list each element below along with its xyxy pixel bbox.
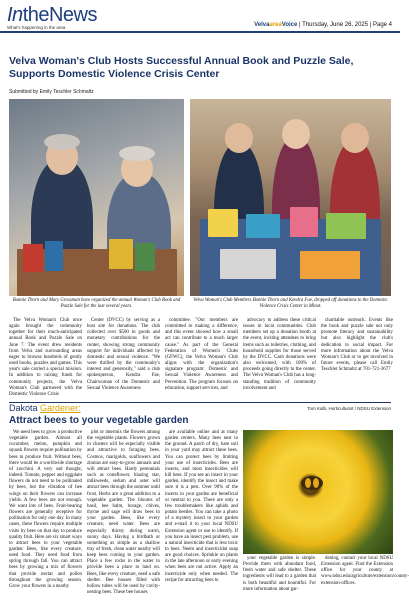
tagline: What's happening in the area — [7, 25, 66, 30]
photo-donations-delivered — [190, 99, 391, 296]
publication-name-voice: Voice — [281, 22, 298, 28]
article-headline: Velva Woman's Club Hosts Successful Annual Book and Puzzle Sale, Supports Domestic Violence Crisis Center — [9, 55, 354, 80]
publication-info — [254, 22, 392, 28]
article-column-5: charitable outreach. Events like the book and puzzle sale not only promote literacy and sustainability but also highlight the club's dedication to social impact. For more information about the Velva Woman's Club or to get involved in future events, please call Emily Teschler Schmaltz at 701-721-3677 — [321, 318, 393, 373]
photo-caption-donations: Velva Woman's Club Members Bonnie Thorn and Kendra Fae, dropped off donations to the Domestic Violence Crisis Center in Minot. — [193, 298, 388, 309]
garden-column-1: We need bees to grow a productive vegetable garden. Almost all cucumber, melon, pumpkin and squash flowers require pollination by bees to produce fruit. Without bees, there would be a worldwide shortage of zucchini. A very sad thought, indeed. Tomato, pepper and eggplant flowers do not need to be pollinated by bees, but the vibration of bee wings on their flowers can increase yields. A few bees are not enough. We want lots of bees. Fruit-bearing flowers are generally receptive for pollination for only one day. In many cases, these flowers require multiple visits by bees on that day to produce quality fruit. Here are six smart ways to attract bees to your vegetable garden: Bees, like every creature, need food. They need food from spring through fall. You can attract bees by growing a mix of flowers that provide nectar and pollen throughout the growing season. Grow your flowers in a nearby — [9, 430, 82, 589]
section-credit: Tom Kalb, Horticulturist / NDSU Extension — [307, 406, 391, 411]
publication-name-area: area — [269, 22, 282, 28]
date-page: | Thursday, June 26, 2025 | Page 4 — [299, 22, 392, 28]
section-title-dakota: Dakota — [9, 403, 38, 413]
garden-column-5: dening, contact your local NDSU Extension agent. Find the Extension office for your county at www.ndsu.edu/agriculture/extension/county-extension-offices. — [321, 556, 409, 586]
masthead — [0, 0, 400, 32]
photo-bee-on-sunflower — [243, 430, 393, 554]
photo-organizers-with-books — [9, 99, 184, 296]
brand-in: In — [7, 4, 23, 26]
article-column-2: Center (DVCC) by serving as a host site for donations. The club collected over $500 in goods and monetary contributions for the center, showing strong community support for individuals affected by domestic and sexual violence. "We were thrilled by the community's interest and generosity," said a club spokesperson, Kendra Fae, Chairwoman of the Domestic and Sexual Violence Awareness — [87, 318, 160, 391]
garden-column-2: plot or intermix the flowers among the vegetable plants. Flowers grown in clusters will be especially visible and attractive to foraging bees. Cosmos, marigolds, sunflowers and zinnias are easy-to-grow annuals and will attract bees. Hardy perennials such as coneflower, blazing star, milkweeds, sedum and aster will attract bees through the summer until frost. Herbs are a great addition to a vegetable garden. The blooms of basil, bee balm, borage, chives, thyme and sage will draw bees to your garden. Bees, like every creature, need water. Bees are especially thirsty during warm, sunny days. Having a birdbath or something as simple as a shallow tray of fresh, clean water nearby will keep bees coming to your garden. Place a few rocks in the water to provide bees a place to land on. Bees, like every creature, need a safe shelter. Bee houses filled with hollow tubes will be used by cavity-nesting bees. These bee houses — [87, 430, 160, 596]
garden-headline: Attract bees to your vegetable garden — [9, 415, 189, 426]
garden-column-3: are available online and at many garden centers. Many bees nest in the ground. A patch of dry, bare soil in your yard may attract these bees. You can protect bees by limiting your use of insecticides. Bees are insects, and most insecticides will kill bees. If you see an insect in your garden, identify the insect and make sure it is a pest. Over 90% of the insects in your garden are beneficial or neutral to you. There are only a few troublemakers like aphids and potato beetles. You can take a photo of a mystery insect to your garden and e-mail it to your local NDSU Extension agent or use to identify. If you have an insect pest problem, use a natural insecticide that is less toxic to bees. Neem and insecticidal soap are good choices. Sprinkle on plants in the late afternoon or early evening when bees are not active. Apply an insecticide only when needed. The recipe for attracting bees to — [165, 430, 238, 583]
section-title-gardener: Gardener: — [40, 403, 81, 413]
garden-column-4: your vegetable garden is simple. Provide them with abundant food, fresh water and safe shelter. These ingredients will lead to a garden that is both beautiful and bountiful. For more information about gar- — [243, 556, 316, 592]
photo-caption-organizers: Bonnie Thorn and Mary Grossman have organized the annual Woman's Club Book and Puzzle Sale for the last several years. — [12, 298, 181, 309]
brand-the-news: theNews — [22, 4, 97, 26]
byline: Submitted by Emily Teschler Schmaltz — [9, 89, 94, 95]
article-column-1: The Velva Woman's Club once again brought the community together for their much-anticipated annual Book and Puzzle Sale on June 7. The event drew residents from Velva and surrounding areas eager to browse hundreds of gently used books, puzzles and games. This year's sale carried a special mission. In addition to raising funds for community projects, the Velva Woman's Club partnered with the Domestic Violence Crisis — [9, 318, 82, 397]
article-column-4: advocacy to address these critical issues in local communities. Club members set up a donation booth at the event, inviting attendees to bring items such as toiletries, clothing, and household supplies for those served by the DVCC. Cash donations were also welcomed, with 100% of proceeds going directly to the center. The Velva Woman's Club has a long-standing tradition of community involvement and — [243, 318, 316, 391]
brand-logo — [7, 5, 97, 25]
publication-name-velva: Velva — [254, 22, 270, 28]
section-title — [9, 403, 81, 413]
header-divider — [0, 31, 400, 33]
article-column-3: committee. "Our members are committed to making a difference, and this event showed how a small act can contribute to a much larger cause." As part of the General Federation of Women's Clubs (GFWC), the Velva Woman's Club aligns with the organization's signature program: Domestic and Sexual Violence Awareness and Prevention. The program focuses on education, support services, and — [165, 318, 238, 391]
